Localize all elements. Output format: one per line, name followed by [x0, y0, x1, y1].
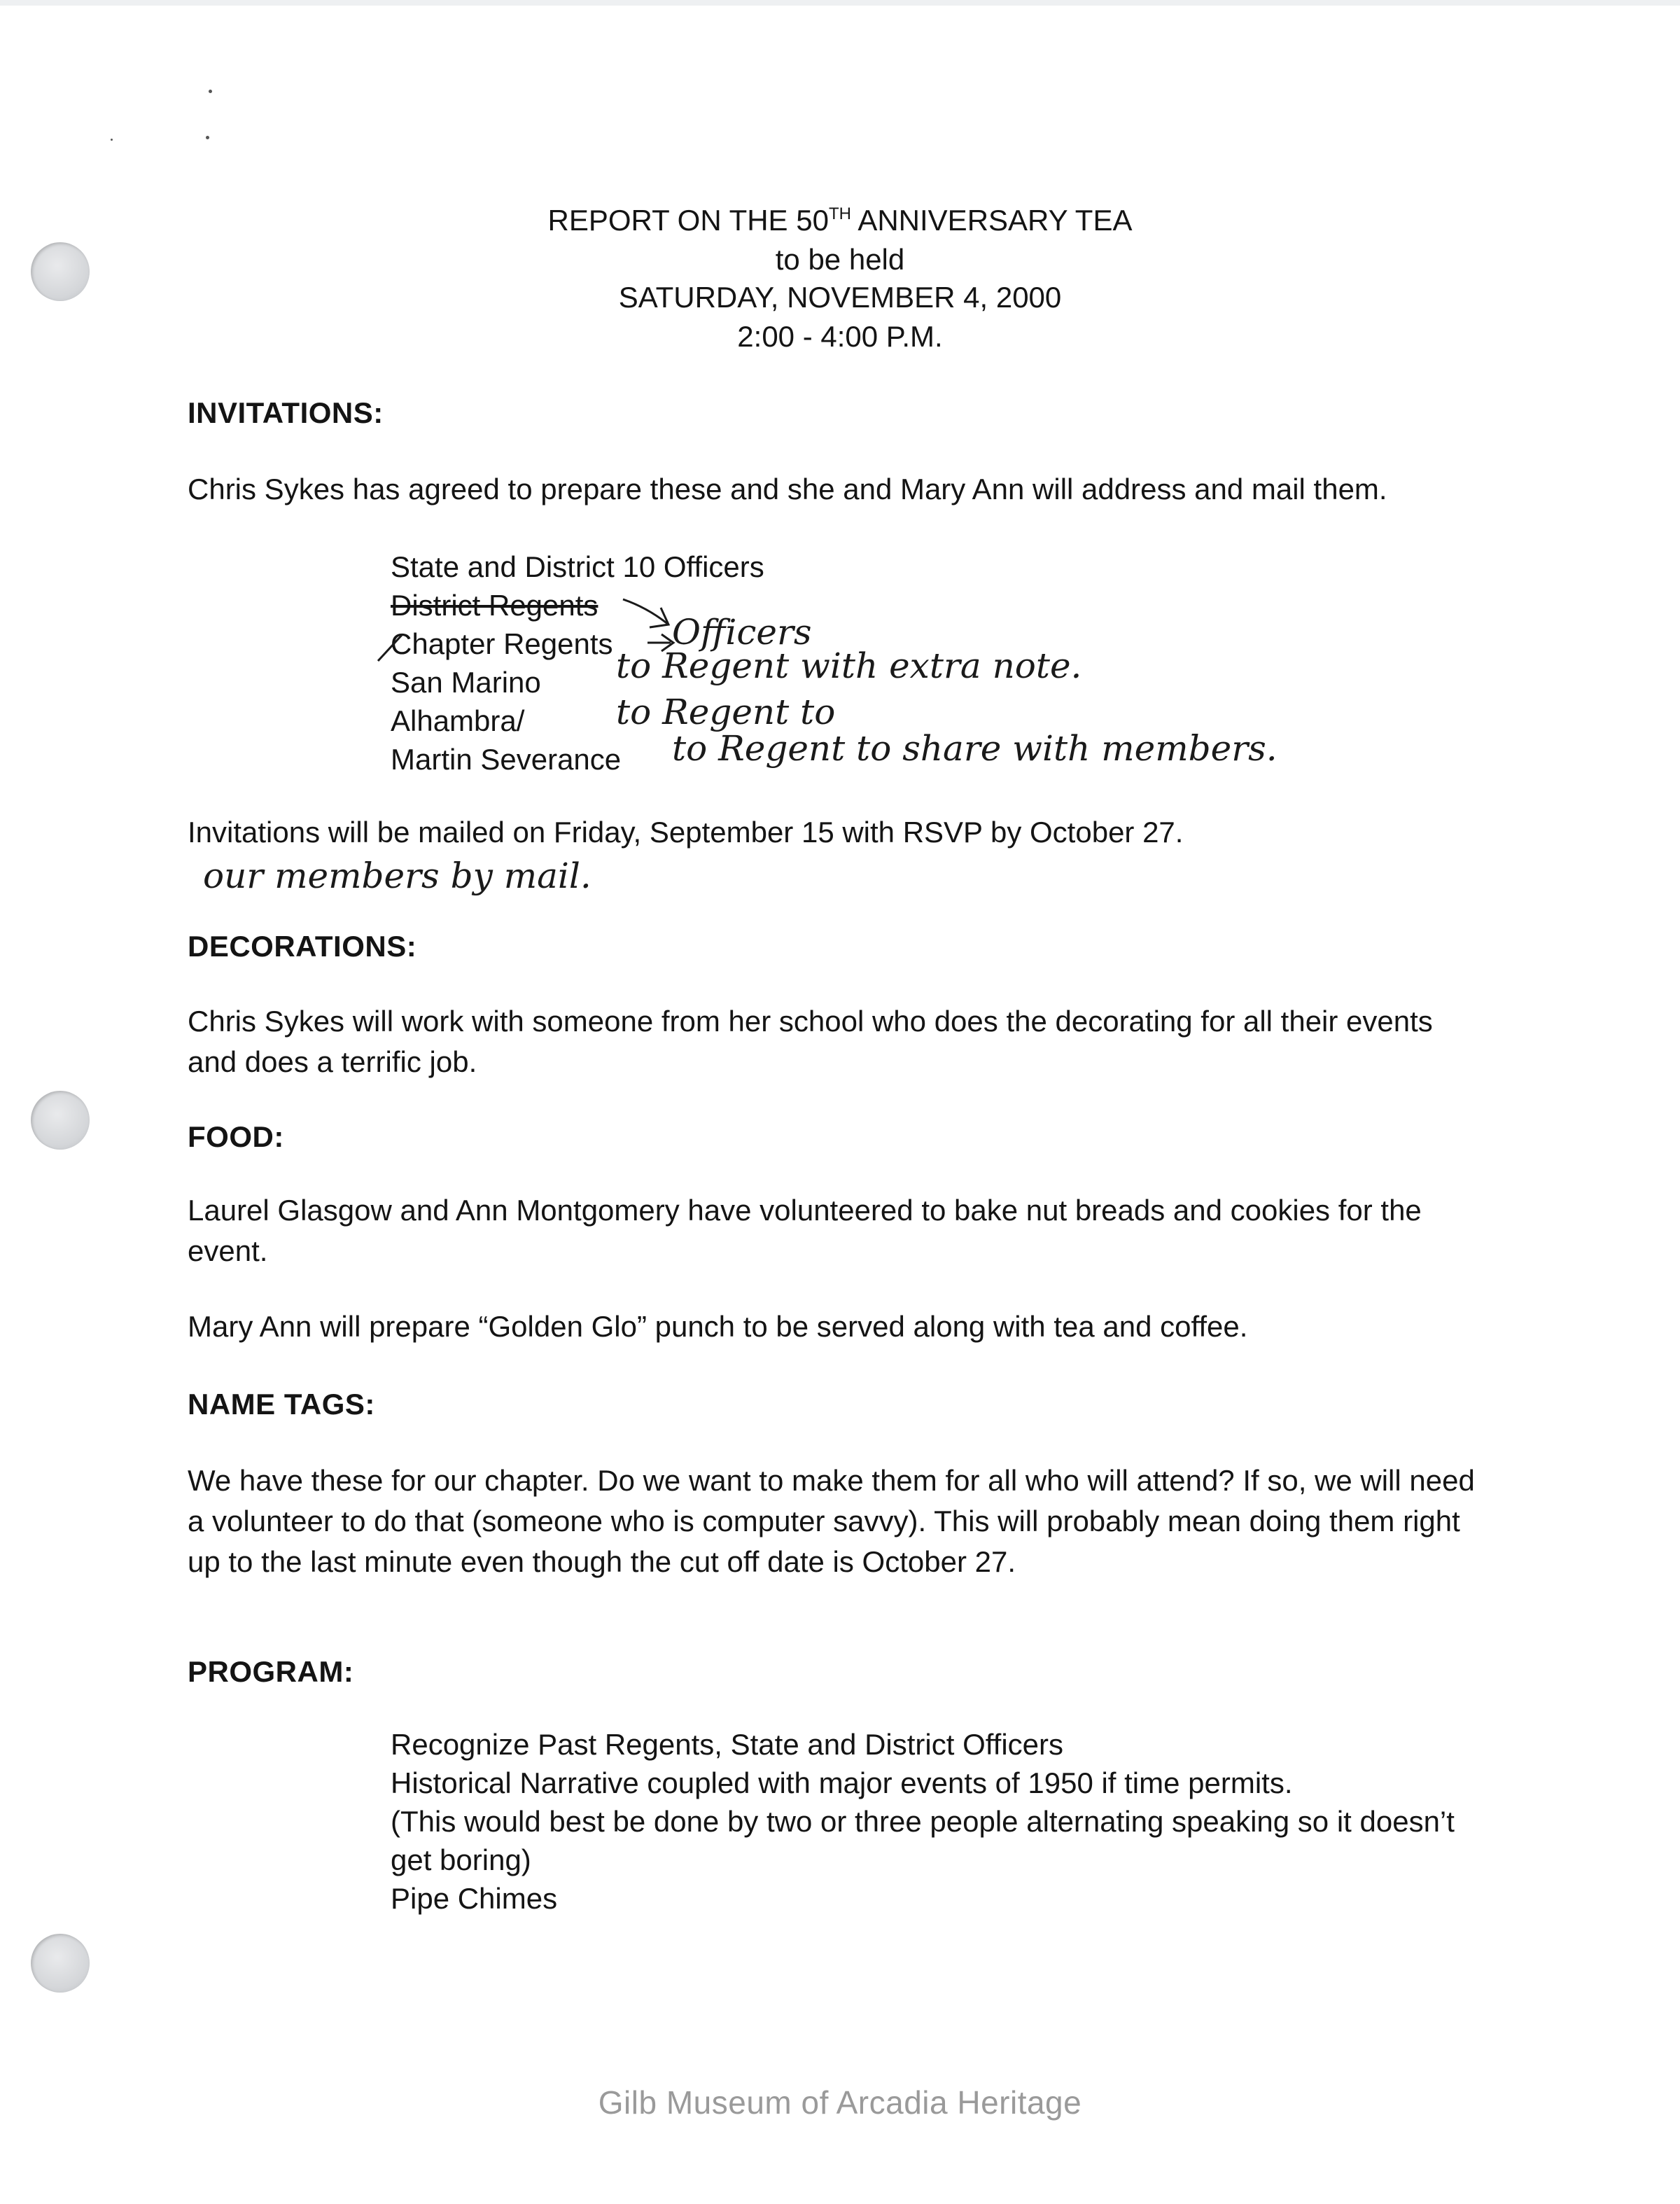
program-heading: PROGRAM:: [188, 1655, 354, 1688]
name-tags-text: We have these for our chapter. Do we want to make them for all who will attend? If so, we will need a volunteer to do that (someone who is computer savvy). This will probably mean doing them right up to the last minute even though the cut off date is October 27.: [188, 1464, 1475, 1578]
decorations-text: Chris Sykes will work with someone from her school who does the decorating for all their events and does a terrific job.: [188, 1005, 1433, 1078]
recipient-item: Alhambra/: [391, 704, 525, 737]
program-item: (This would best be done by two or three people alternating speaking so it doesn’t get boring): [391, 1805, 1455, 1876]
check-mark: [378, 634, 402, 661]
handwritten-note: to Regent to share with members.: [672, 728, 1278, 769]
recipient-item: San Marino: [391, 666, 541, 699]
recipient-item: District Regents: [391, 589, 598, 622]
report-subtitle: to be held: [775, 243, 905, 276]
recipient-item: Chapter Regents: [391, 627, 613, 660]
report-time: 2:00 - 4:00 P.M.: [737, 320, 943, 353]
handwritten-note: to Regent with extra note.: [616, 646, 1082, 686]
report-date: SATURDAY, NOVEMBER 4, 2000: [618, 281, 1062, 314]
food-heading: FOOD:: [188, 1120, 284, 1153]
program-item: Pipe Chimes: [391, 1882, 558, 1915]
food-punch-text: Mary Ann will prepare “Golden Glo” punch to be served along with tea and coffee.: [188, 1310, 1248, 1343]
name-tags-heading: NAME TAGS:: [188, 1388, 375, 1421]
recipient-item: Martin Severance: [391, 743, 622, 776]
report-title: REPORT ON THE 50TH ANNIVERSARY TEA: [547, 204, 1133, 237]
decorations-heading: DECORATIONS:: [188, 930, 417, 963]
handwritten-note: Officers: [672, 612, 812, 653]
program-item: Historical Narrative coupled with major events of 1950 if time permits.: [391, 1766, 1293, 1799]
recipient-item: State and District 10 Officers: [391, 550, 764, 583]
food-text: Laurel Glasgow and Ann Montgomery have volunteered to bake nut breads and cookies for the event.: [188, 1194, 1422, 1267]
program-item: Recognize Past Regents, State and District Officers: [391, 1728, 1063, 1761]
invitations-intro: Chris Sykes has agreed to prepare these and she and Mary Ann will address and mail them.: [188, 473, 1387, 505]
museum-watermark: Gilb Museum of Arcadia Heritage: [598, 2084, 1082, 2121]
invitations-heading: INVITATIONS:: [188, 396, 384, 429]
handwritten-mailing-note: our members by mail.: [203, 856, 592, 896]
invitations-mailing: Invitations will be mailed on Friday, September 15 with RSVP by October 27.: [188, 816, 1184, 849]
handwritten-note: to Regent to: [616, 692, 836, 732]
program-items: [391, 1725, 1483, 1918]
